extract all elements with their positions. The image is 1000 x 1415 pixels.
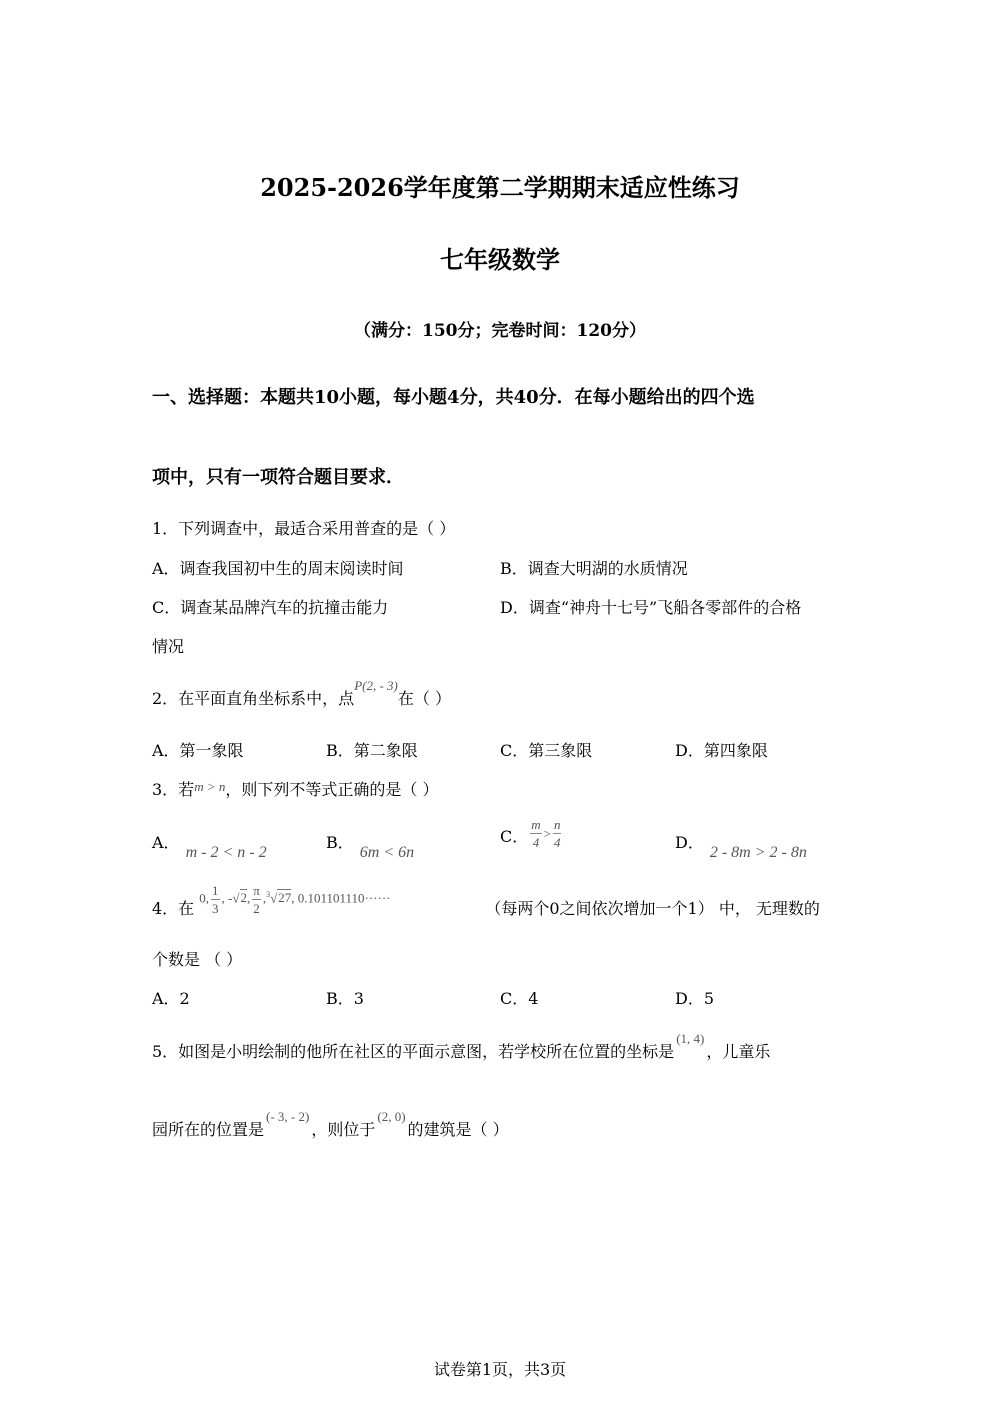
q4-option-c: C．4 — [500, 989, 539, 1008]
q4-option-b: B．3 — [326, 989, 364, 1008]
q5-line2-prefix: 园所在的位置是 — [152, 1120, 265, 1139]
cube-root-index: 3 — [266, 890, 271, 900]
q2-stem-suffix: 在（ ） — [397, 689, 451, 708]
fraction-numerator: m — [531, 817, 541, 832]
comma: , — [247, 890, 251, 906]
exam-subject: 七年级数学 — [440, 245, 560, 274]
q5-stem-line2 — [152, 1109, 509, 1140]
q5-stem-line1 — [152, 1031, 771, 1062]
q4-stem — [152, 883, 820, 918]
fraction-denominator: 4 — [553, 835, 561, 850]
q5-line1-prefix: 5．如图是小明绘制的他所在社区的平面示意图，若学校所在位置的坐标是 — [152, 1042, 675, 1061]
q5-park-coordinate-formula: (- 3, - 2) — [266, 1109, 310, 1124]
fraction-numerator: π — [253, 883, 260, 898]
q1-option-d-continued: 情况 — [152, 637, 185, 656]
q1-option-d: D．调查“神舟十七号”飞船各零部件的合格 — [500, 598, 802, 617]
fraction-denominator: 2 — [253, 901, 260, 916]
sqrt-two: 2 — [240, 890, 248, 906]
q5-line1-suffix: ，儿童乐 — [706, 1042, 771, 1061]
page-footer: 试卷第1页，共3页 — [433, 1360, 567, 1379]
q1-stem: 1．下列调查中，最适合采用普查的是（ ） — [152, 519, 456, 538]
q3-option-b — [326, 830, 415, 861]
q4-number-list-formula: 0, $\frac{1}{3}$ , -√2, $\frac{\pi}{2}$ ,$^3$√27, 0.101101110······ — [199, 883, 391, 916]
exam-title: 2025-2026学年度第二学期期末适应性练习 — [260, 173, 740, 202]
repeating-decimal: , 0.101101110······ — [291, 890, 391, 906]
q5-target-coordinate-formula: (2, 0) — [377, 1109, 406, 1124]
q3-option-a — [152, 830, 267, 861]
q5-line2-suffix: 的建筑是（ ） — [407, 1120, 509, 1139]
comma: , — [262, 890, 267, 906]
exam-info: （满分：150分；完卷时间：120分） — [354, 321, 646, 341]
fraction-denominator: 3 — [212, 901, 219, 916]
q2-option-d: D．第四象限 — [675, 741, 768, 760]
fraction-pi-over-two — [252, 884, 261, 915]
q3-option-d-formula: 2 - 8m > 2 - 8n — [709, 844, 807, 861]
negative-sign: , - — [221, 890, 233, 906]
q3-option-b-formula: 6m < 6n — [359, 844, 415, 861]
fraction-numerator: n — [553, 817, 561, 832]
fraction-denominator: 4 — [532, 835, 540, 850]
q2-stem-prefix: 2．在平面直角坐标系中，点 — [152, 689, 355, 708]
q2-option-c: C．第三象限 — [500, 741, 593, 760]
q3-option-c-label: C． — [500, 827, 529, 846]
q3-condition-formula: m > n — [194, 779, 226, 794]
q3-option-d-label: D． — [675, 833, 704, 852]
q3-option-a-formula: m - 2 < n - 2 — [185, 844, 267, 861]
q3-option-c-fraction-right — [553, 818, 562, 849]
q1-option-a: A．调查我国初中生的周末阅读时间 — [152, 559, 404, 578]
q3-option-c-fraction-left — [530, 818, 541, 849]
q3-option-c-operator: > — [543, 826, 551, 841]
q1-option-b: B．调查大明湖的水质情况 — [500, 559, 688, 578]
fraction-numerator: 1 — [212, 883, 219, 898]
q3-option-c — [500, 818, 563, 849]
q2-option-b: B．第二象限 — [326, 741, 418, 760]
q2-stem — [152, 678, 451, 709]
q4-note: （每两个0之间依次增加一个1） 中， 无理数的 — [485, 899, 820, 918]
q3-option-a-label: A． — [152, 833, 180, 852]
number-zero: 0, — [199, 890, 210, 906]
q4-stem-continued: 个数是 （ ） — [152, 950, 243, 969]
q4-stem-prefix: 4．在 — [152, 899, 195, 918]
q4-option-d: D．5 — [675, 989, 715, 1008]
fraction-one-third — [211, 884, 220, 915]
section-heading-line1: 一、选择题：本题共10小题，每小题4分，共40分．在每小题给出的四个选 — [152, 387, 755, 408]
q3-stem-prefix: 3．若 — [152, 780, 195, 799]
q5-school-coordinate-formula: (1, 4) — [676, 1031, 705, 1046]
q2-point-formula: P(2, - 3) — [354, 678, 398, 693]
q1-option-c: C．调查某品牌汽车的抗撞击能力 — [152, 598, 389, 617]
q5-line2-mid: ，则位于 — [311, 1120, 376, 1139]
q3-stem — [152, 777, 438, 800]
cube-root-27: 27 — [278, 890, 292, 906]
q3-option-b-label: B． — [326, 833, 354, 852]
q3-stem-suffix: ，则下列不等式正确的是（ ） — [225, 780, 439, 799]
section-heading-line2: 项中，只有一项符合题目要求． — [152, 467, 404, 488]
q4-option-a: A．2 — [152, 989, 190, 1008]
q3-option-d — [675, 830, 807, 861]
q2-option-a: A．第一象限 — [152, 741, 244, 760]
